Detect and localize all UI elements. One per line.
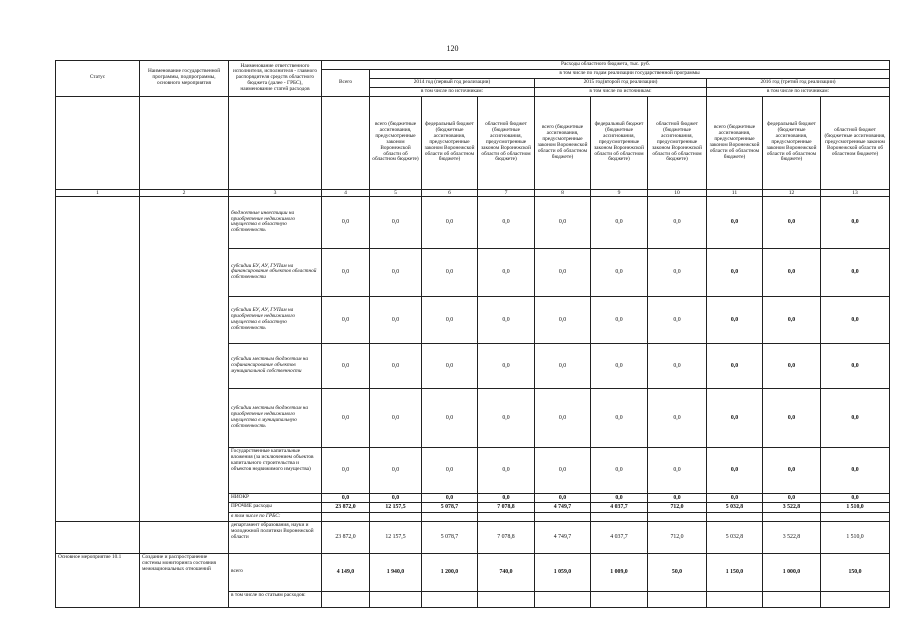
- empty-cell: [648, 512, 707, 521]
- header-col-regional-2015: областной бюджет (бюджетные ассигнования, предусмотренные законом Воронежской области об областном бюджете): [648, 96, 707, 189]
- header-status-cont: [56, 96, 140, 189]
- empty-cell: [370, 591, 422, 607]
- value-cell: 0,0: [478, 447, 535, 493]
- empty-cell: [322, 591, 370, 607]
- header-total: Всего: [322, 69, 370, 96]
- value-cell: 0,0: [422, 248, 478, 296]
- value-cell: 0,0: [370, 388, 422, 447]
- empty-cell: [422, 512, 478, 521]
- column-number: 6: [422, 189, 478, 196]
- empty-cell: [478, 512, 535, 521]
- value-cell: 0,0: [821, 447, 890, 493]
- header-col-regional-2016: областной бюджет (бюджетные ассигнования, предусмотренные законом Воронежской области об областном бюджете): [821, 96, 890, 189]
- value-cell: 4 749,7: [535, 521, 591, 553]
- value-cell: 0,0: [648, 296, 707, 343]
- status-cell-empty: [56, 521, 140, 553]
- value-cell: 0,0: [821, 296, 890, 343]
- value-cell: 0,0: [322, 388, 370, 447]
- value-cell: 0,0: [422, 447, 478, 493]
- value-cell: 5 078,7: [422, 503, 478, 512]
- value-cell: 0,0: [821, 248, 890, 296]
- value-cell: 0,0: [322, 248, 370, 296]
- empty-cell: [591, 512, 648, 521]
- empty-cell: [707, 512, 763, 521]
- value-cell: 0,0: [535, 248, 591, 296]
- empty-cell: [370, 512, 422, 521]
- value-cell: 0,0: [322, 493, 370, 502]
- header-program-name: Наименование государственной программы, подпрограммы, основного мероприятия: [140, 61, 229, 97]
- value-cell: 1 200,0: [422, 553, 478, 591]
- value-cell: 0,0: [707, 296, 763, 343]
- header-col-regional-2014: областной бюджет (бюджетные ассигнования, предусмотренные законом Воронежской области об областном бюджете): [478, 96, 535, 189]
- value-cell: 3 522,8: [763, 503, 821, 512]
- value-cell: 0,0: [648, 388, 707, 447]
- header-by-years: в том числе по годам реализации государственной программы: [370, 69, 890, 78]
- value-cell: 0,0: [821, 196, 890, 248]
- articles-label: в том числе по статьям расходов:: [229, 591, 322, 607]
- value-cell: 0,0: [707, 493, 763, 502]
- value-cell: 5 032,8: [707, 521, 763, 553]
- value-cell: 0,0: [370, 493, 422, 502]
- value-cell: 0,0: [763, 196, 821, 248]
- value-cell: 0,0: [763, 493, 821, 502]
- empty-cell: [535, 512, 591, 521]
- value-cell: 0,0: [763, 447, 821, 493]
- value-cell: 5 078,7: [422, 521, 478, 553]
- value-cell: 0,0: [535, 343, 591, 388]
- budget-table: [55, 60, 890, 608]
- value-cell: 0,0: [591, 493, 648, 502]
- empty-cell: [707, 591, 763, 607]
- value-cell: 0,0: [591, 296, 648, 343]
- empty-cell: [821, 591, 890, 607]
- value-cell: 4 749,7: [535, 503, 591, 512]
- value-cell: 0,0: [648, 343, 707, 388]
- header-responsible-cont: [229, 96, 322, 189]
- value-cell: 0,0: [591, 343, 648, 388]
- header-col-total-2015: всего (бюджетные ассигнования, предусмотренные законом Воронежской области об областном бюджете): [535, 96, 591, 189]
- empty-cell: [763, 512, 821, 521]
- value-cell: 0,0: [763, 296, 821, 343]
- value-cell: 0,0: [591, 388, 648, 447]
- value-cell: 0,0: [322, 343, 370, 388]
- header-col-federal-2015: федеральный бюджет (бюджетные ассигнования, предусмотренные законом Воронежской области об областном бюджете): [591, 96, 648, 189]
- program-cell-empty: [140, 521, 229, 553]
- value-cell: 0,0: [707, 447, 763, 493]
- column-number: 3: [229, 189, 322, 196]
- value-cell: 0,0: [422, 343, 478, 388]
- value-cell: 1 000,0: [763, 553, 821, 591]
- column-number: 13: [821, 189, 890, 196]
- value-cell: 4 037,7: [591, 503, 648, 512]
- value-cell: 23 872,0: [322, 503, 370, 512]
- header-by-source-2014: в том числе по источникам:: [370, 87, 535, 96]
- value-cell: 712,0: [648, 521, 707, 553]
- row-label: субсидии БУ, АУ, ГУПам на приобретение недвижимого имущества в областную собственность: [229, 296, 322, 343]
- value-cell: 0,0: [591, 447, 648, 493]
- value-cell: 0,0: [370, 343, 422, 388]
- header-col-federal-2016: федеральный бюджет (бюджетные ассигнования, предусмотренные законом Воронежской области об областном бюджете): [763, 96, 821, 189]
- value-cell: 0,0: [478, 196, 535, 248]
- empty-cell: [478, 591, 535, 607]
- value-cell: 740,0: [478, 553, 535, 591]
- header-by-source-2015: в том числе по источникам:: [535, 87, 707, 96]
- row-label: бюджетные инвестиции на приобретение недвижимого имущества в областную собственность: [229, 196, 322, 248]
- column-number: 5: [370, 189, 422, 196]
- value-cell: 7 078,8: [478, 521, 535, 553]
- value-cell: 0,0: [478, 296, 535, 343]
- column-number: 9: [591, 189, 648, 196]
- value-cell: 0,0: [821, 388, 890, 447]
- value-cell: 1 510,0: [821, 503, 890, 512]
- value-cell: 0,0: [763, 248, 821, 296]
- value-cell: 0,0: [707, 343, 763, 388]
- value-cell: 0,0: [648, 196, 707, 248]
- value-cell: 0,0: [591, 196, 648, 248]
- value-cell: 0,0: [422, 493, 478, 502]
- value-cell: 0,0: [422, 388, 478, 447]
- column-number: 1: [56, 189, 140, 196]
- main-event-status: Основное мероприятие 10.1: [56, 553, 140, 607]
- value-cell: 0,0: [707, 248, 763, 296]
- column-number: 12: [763, 189, 821, 196]
- value-cell: 0,0: [535, 296, 591, 343]
- value-cell: 0,0: [763, 343, 821, 388]
- value-cell: 50,0: [648, 553, 707, 591]
- value-cell: 12 157,5: [370, 521, 422, 553]
- value-cell: 0,0: [707, 196, 763, 248]
- value-cell: 0,0: [422, 296, 478, 343]
- row-label: Государственные капитальные вложения (за исключением объектов капитального строительства и объектов недвижимого имущества): [229, 447, 322, 493]
- value-cell: 0,0: [322, 447, 370, 493]
- value-cell: 0,0: [370, 447, 422, 493]
- value-cell: 3 522,8: [763, 521, 821, 553]
- column-number: 11: [707, 189, 763, 196]
- value-cell: 1 510,0: [821, 521, 890, 553]
- page-number: 120: [446, 44, 459, 53]
- value-cell: 0,0: [821, 493, 890, 502]
- value-cell: 0,0: [648, 248, 707, 296]
- column-number: 10: [648, 189, 707, 196]
- empty-cell: [535, 591, 591, 607]
- empty-cell: [821, 512, 890, 521]
- value-cell: 0,0: [478, 388, 535, 447]
- program-cell-empty: [140, 196, 229, 521]
- header-by-source-2016: в том числе по источникам:: [707, 87, 890, 96]
- header-year-2016: 2016 год (третий год реализации): [707, 78, 890, 87]
- column-number: 8: [535, 189, 591, 196]
- value-cell: 0,0: [478, 248, 535, 296]
- row-label: субсидии местным бюджетам на софинансирование объектов муниципальной собственности: [229, 343, 322, 388]
- value-cell: 0,0: [422, 196, 478, 248]
- value-cell: 1 150,0: [707, 553, 763, 591]
- value-cell: 150,0: [821, 553, 890, 591]
- value-cell: 0,0: [535, 447, 591, 493]
- grbs-label: в том числе по ГРБС:: [229, 512, 322, 521]
- empty-cell: [763, 591, 821, 607]
- main-event-row: [56, 553, 890, 591]
- value-cell: 0,0: [478, 493, 535, 502]
- value-cell: 0,0: [370, 196, 422, 248]
- value-cell: 1 940,0: [370, 553, 422, 591]
- main-event-name: Создание и распространение системы мониторинга состояния межнациональных отношений: [140, 553, 229, 607]
- empty-cell: [648, 591, 707, 607]
- value-cell: 0,0: [370, 248, 422, 296]
- empty-cell: [591, 591, 648, 607]
- header-year-2014: 2014 год (первый год реализации): [370, 78, 535, 87]
- value-cell: 712,0: [648, 503, 707, 512]
- value-cell: 0,0: [535, 196, 591, 248]
- row-label: субсидии местным бюджетам на приобретение недвижимого имущества в муниципальную собственность: [229, 388, 322, 447]
- value-cell: 0,0: [478, 343, 535, 388]
- value-cell: 23 872,0: [322, 521, 370, 553]
- value-cell: 0,0: [707, 388, 763, 447]
- header-col-total-2014: всего (бюджетные ассигнования, предусмотренные законом Воронежской области об областном бюджете): [370, 96, 422, 189]
- header-status: Статус: [56, 61, 140, 97]
- value-cell: 0,0: [591, 248, 648, 296]
- value-cell: 7 078,8: [478, 503, 535, 512]
- value-cell: 0,0: [648, 493, 707, 502]
- header-responsible: Наименование ответственного исполнителя, исполнителя - главного распорядителя средств областного бюджета (далее - ГРБС), наименование статей расходов: [229, 61, 322, 97]
- value-cell: 0,0: [370, 296, 422, 343]
- value-cell: 0,0: [821, 343, 890, 388]
- value-cell: 5 032,8: [707, 503, 763, 512]
- header-col-total-2016: всего (бюджетные ассигнования, предусмотренные законом Воронежской области об областном бюджете): [707, 96, 763, 189]
- status-cell-empty: [56, 196, 140, 521]
- table-row: [56, 196, 890, 248]
- column-number: 2: [140, 189, 229, 196]
- column-numbers-row: [56, 189, 890, 196]
- value-cell: 0,0: [322, 196, 370, 248]
- row-label: департамент образования, науки и молодежной политики Воронежской области: [229, 521, 322, 553]
- header-expenses-title: Расходы областного бюджета, тыс. руб.: [322, 61, 890, 70]
- column-number: 4: [322, 189, 370, 196]
- empty-cell: [422, 591, 478, 607]
- empty-cell: [322, 512, 370, 521]
- value-cell: 4 037,7: [591, 521, 648, 553]
- department-row: [56, 521, 890, 553]
- row-label: НИОКР: [229, 493, 322, 502]
- row-label: ПРОЧИЕ расходы: [229, 503, 322, 512]
- value-cell: 1 009,0: [591, 553, 648, 591]
- value-cell: 0,0: [535, 493, 591, 502]
- value-cell: 0,0: [322, 296, 370, 343]
- value-cell: 4 149,0: [322, 553, 370, 591]
- value-cell: 1 059,0: [535, 553, 591, 591]
- row-label: субсидии БУ, АУ, ГУПам на финансирование объектов областной собственности: [229, 248, 322, 296]
- header-program-cont: [140, 96, 229, 189]
- main-event-total-label: всего: [229, 553, 322, 591]
- value-cell: 12 157,5: [370, 503, 422, 512]
- header-col-federal-2014: федеральный бюджет (бюджетные ассигнования, предусмотренные законом Воронежской области об областном бюджете): [422, 96, 478, 189]
- value-cell: 0,0: [648, 447, 707, 493]
- header-year-2015: 2015 год(второй год реализации): [535, 78, 707, 87]
- value-cell: 0,0: [763, 388, 821, 447]
- value-cell: 0,0: [535, 388, 591, 447]
- column-number: 7: [478, 189, 535, 196]
- header-total-cont: [322, 96, 370, 189]
